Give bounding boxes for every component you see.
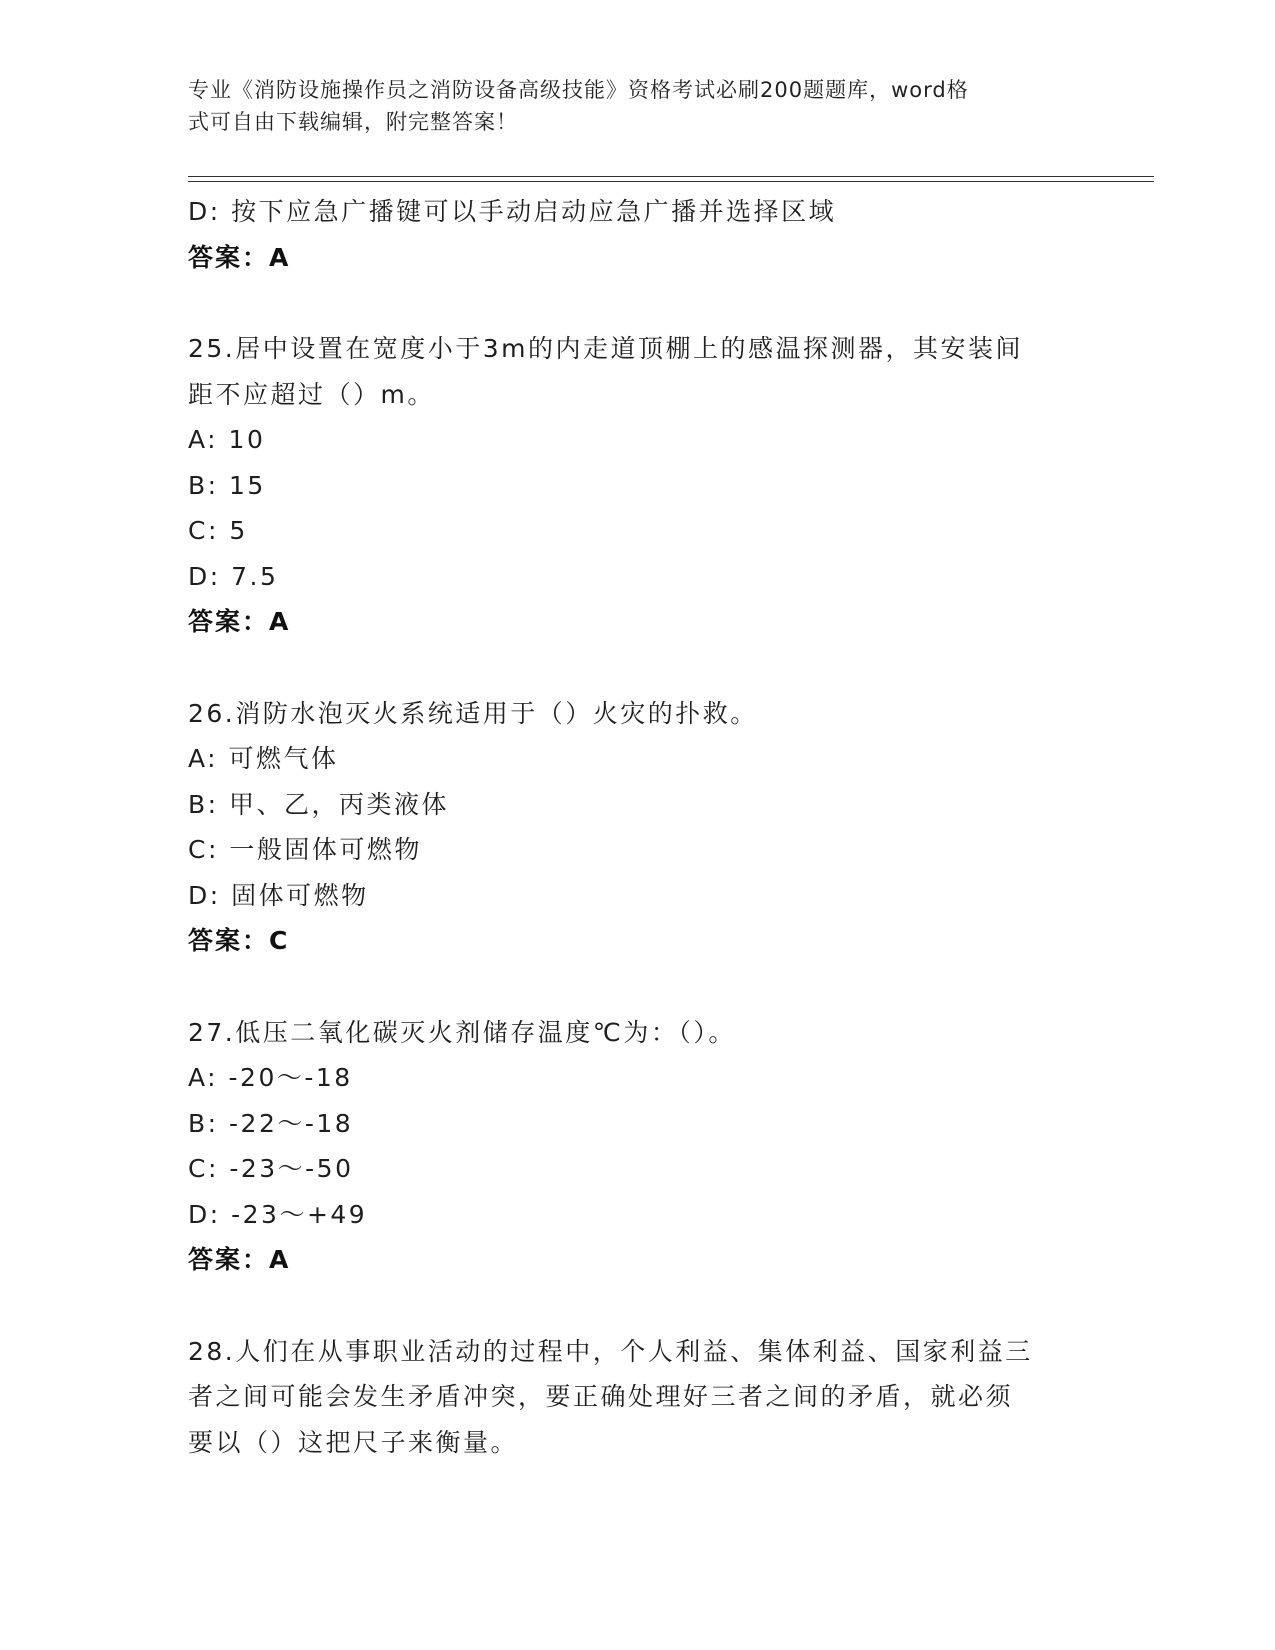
option-a: A: 10: [188, 425, 266, 454]
header-rule-bottom: [188, 181, 1154, 182]
spacer: [188, 280, 1088, 326]
document-header: [188, 74, 1068, 138]
option-d: D: 7.5: [188, 561, 279, 591]
answer: 答案：A: [188, 242, 291, 272]
answer: 答案：C: [188, 926, 290, 955]
spacer: [188, 964, 1088, 1010]
question-text: 距不应超过（）m。: [188, 379, 435, 409]
previous-question-tail: [188, 189, 1088, 280]
question-text: 27.低压二氧化碳灭火剂储存温度℃为：（）。: [188, 1017, 736, 1047]
option-b: B: 15: [188, 470, 266, 500]
option-b: B: -22～-18: [188, 1108, 354, 1138]
option-c: C: 5: [188, 516, 248, 545]
spacer: [188, 1283, 1088, 1329]
question-text: 要以（）这把尺子来衡量。: [188, 1427, 519, 1457]
header-rule-top: [188, 176, 1154, 177]
question-text: 者之间可能会发生矛盾冲突，要正确处理好三者之间的矛盾，就必须: [188, 1382, 1014, 1411]
option-a: A: 可燃气体: [188, 744, 339, 773]
option-a: A: -20～-18: [188, 1063, 353, 1092]
option-d: D: 按下应急广播键可以手动启动应急广播并选择区域: [188, 197, 837, 226]
answer: 答案：A: [188, 607, 291, 636]
option-b: B: 甲、乙，丙类液体: [188, 789, 450, 819]
question-text: 26.消防水泡灭火系统适用于（）火灾的扑救。: [188, 698, 758, 728]
answer: 答案：A: [188, 1245, 291, 1274]
option-c: C: -23～-50: [188, 1154, 354, 1183]
question-text: 28.人们在从事职业活动的过程中，个人利益、集体利益、国家利益三: [188, 1336, 1033, 1366]
option-d: D: -23～+49: [188, 1199, 368, 1229]
question-text: 25.居中设置在宽度小于3m的内走道顶棚上的感温探测器，其安装间: [188, 334, 1024, 363]
question-25: [188, 326, 1088, 645]
spacer: [188, 645, 1088, 691]
question-26: [188, 691, 1088, 964]
header-line-1: 专业《消防设施操作员之消防设备高级技能》资格考试必刷200题题库，word格: [188, 78, 969, 102]
question-list: [188, 189, 1088, 1465]
question-27: [188, 1010, 1088, 1283]
option-c: C: 一般固体可燃物: [188, 835, 422, 864]
question-28: [188, 1329, 1088, 1466]
option-d: D: 固体可燃物: [188, 880, 369, 910]
header-line-2: 式可自由下载编辑，附完整答案！: [188, 110, 518, 134]
